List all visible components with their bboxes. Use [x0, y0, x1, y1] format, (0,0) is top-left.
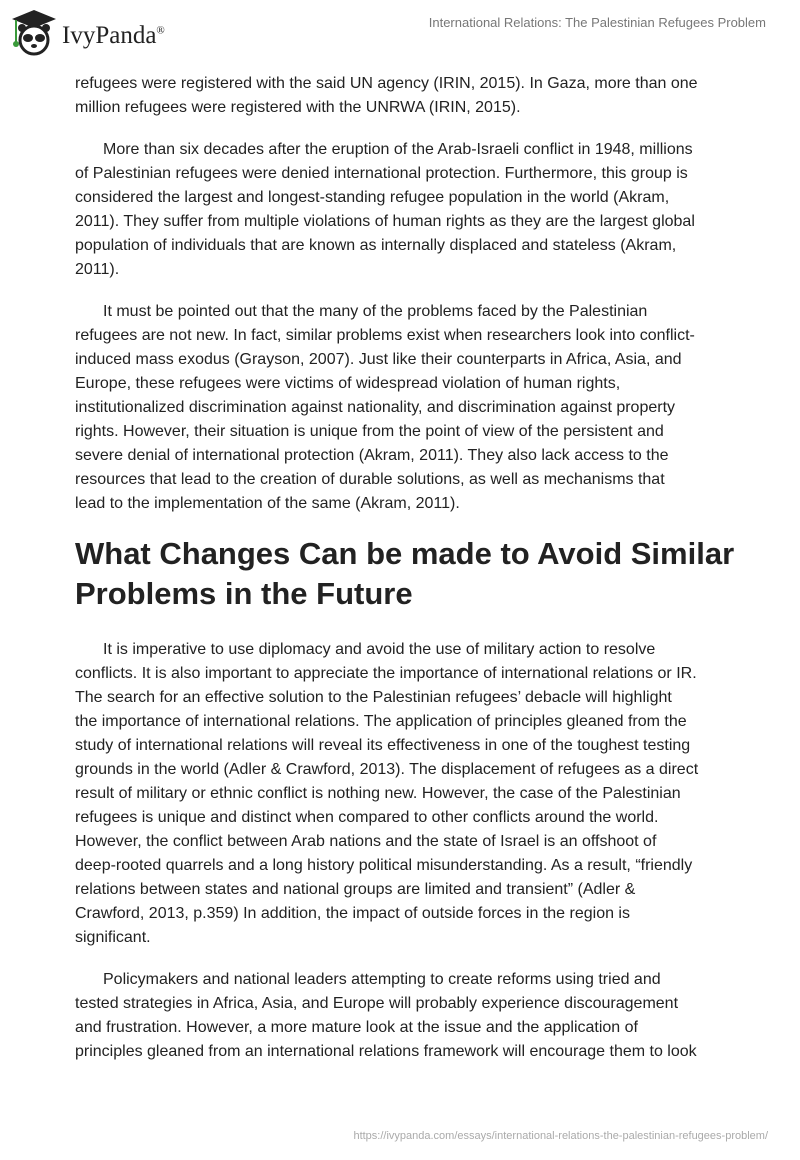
text-line: resources that lead to the creation of durable solutions, as well as mechanisms that	[75, 471, 665, 488]
text-line: induced mass exodus (Grayson, 2007). Just like their counterparts in Africa, Asia, and	[75, 351, 682, 368]
text-line: study of international relations will reveal its effectiveness in one of the toughest testing	[75, 737, 691, 754]
paragraph	[75, 300, 735, 516]
text-line: severe denial of international protection (Akram, 2011). They also lack access to the	[75, 447, 669, 464]
text-line: tested strategies in Africa, Asia, and Europe will probably experience discouragement	[75, 995, 679, 1012]
text-line: result of military or ethnic conflict is nothing new. However, the case of the Palestinian	[75, 785, 681, 802]
document-title: International Relations: The Palestinian Refugees Problem	[428, 15, 766, 30]
text-line: Crawford, 2013, p.359) In addition, the impact of outside forces in the region is	[75, 905, 630, 922]
text-line: the importance of international relations. The application of principles gleaned from the	[75, 713, 687, 730]
section-heading	[75, 534, 735, 614]
page-header	[0, 0, 800, 60]
text-line: Policymakers and national leaders attempting to create reforms using tried and	[103, 971, 661, 988]
text-line: of Palestinian refugees were denied international protection. Furthermore, this group is	[75, 165, 688, 182]
panda-graduate-icon	[12, 8, 56, 56]
text-line: refugees are not new. In fact, similar problems exist when researchers look into conflict-	[75, 327, 695, 344]
text-line: lead to the implementation of the same (Akram, 2011).	[75, 495, 460, 512]
text-line: It must be pointed out that the many of the problems faced by the Palestinian	[103, 303, 648, 320]
text-line: institutionalized discrimination against nationality, and discrimination against property	[75, 399, 676, 416]
text-line: Problems in the Future	[75, 576, 413, 611]
text-line: grounds in the world (Adler & Crawford, 2013). The displacement of refugees as a direct	[75, 761, 699, 778]
text-line: deep-rooted quarrels and a long history political misunderstanding. As a result, “friendly	[75, 857, 693, 874]
text-line: conflicts. It is also important to appreciate the importance of international relations or IR.	[75, 665, 697, 682]
text-line: rights. However, their situation is unique from the point of view of the persistent and	[75, 423, 664, 440]
text-line: Europe, these refugees were victims of widespread violation of human rights,	[75, 375, 621, 392]
text-line: It is imperative to use diplomacy and avoid the use of military action to resolve	[103, 641, 656, 658]
text-line: million refugees were registered with the UNRWA (IRIN, 2015).	[75, 99, 521, 116]
paragraph	[75, 638, 735, 950]
text-line: The search for an effective solution to the Palestinian refugees’ debacle will highlight	[75, 689, 672, 706]
text-line: refugees were registered with the said UN agency (IRIN, 2015). In Gaza, more than one	[75, 75, 698, 92]
brand-name: IvyPanda®	[62, 22, 165, 49]
text-line: 2011).	[75, 261, 120, 278]
paragraph	[75, 968, 735, 1064]
text-line: and frustration. However, a more mature look at the issue and the application of	[75, 1019, 638, 1036]
text-line: significant.	[75, 929, 151, 946]
text-line: However, the conflict between Arab nations and the state of Israel is an offshoot of	[75, 833, 657, 850]
source-url[interactable]: https://ivypanda.com/essays/international-relations-the-palestinian-refugees-problem/	[353, 1130, 768, 1142]
paragraph	[75, 138, 735, 282]
text-line: considered the largest and longest-standing refugee population in the world (Akram,	[75, 189, 670, 206]
text-line: What Changes Can be made to Avoid Similar	[75, 536, 735, 571]
text-line: principles gleaned from an international relations framework will encourage them to look	[75, 1043, 697, 1060]
text-line: More than six decades after the eruption of the Arab-Israeli conflict in 1948, millions	[103, 141, 693, 158]
ivypanda-logo[interactable]	[12, 8, 165, 56]
essay-body	[75, 72, 735, 1082]
text-line: relations between states and national groups are limited and transient” (Adler &	[75, 881, 636, 898]
paragraph	[75, 72, 735, 120]
text-line: 2011). They suffer from multiple violations of human rights as they are the largest global	[75, 213, 695, 230]
text-line: refugees is unique and distinct when compared to other conflicts around the world.	[75, 809, 659, 826]
text-line: population of individuals that are known as internally displaced and stateless (Akram,	[75, 237, 677, 254]
